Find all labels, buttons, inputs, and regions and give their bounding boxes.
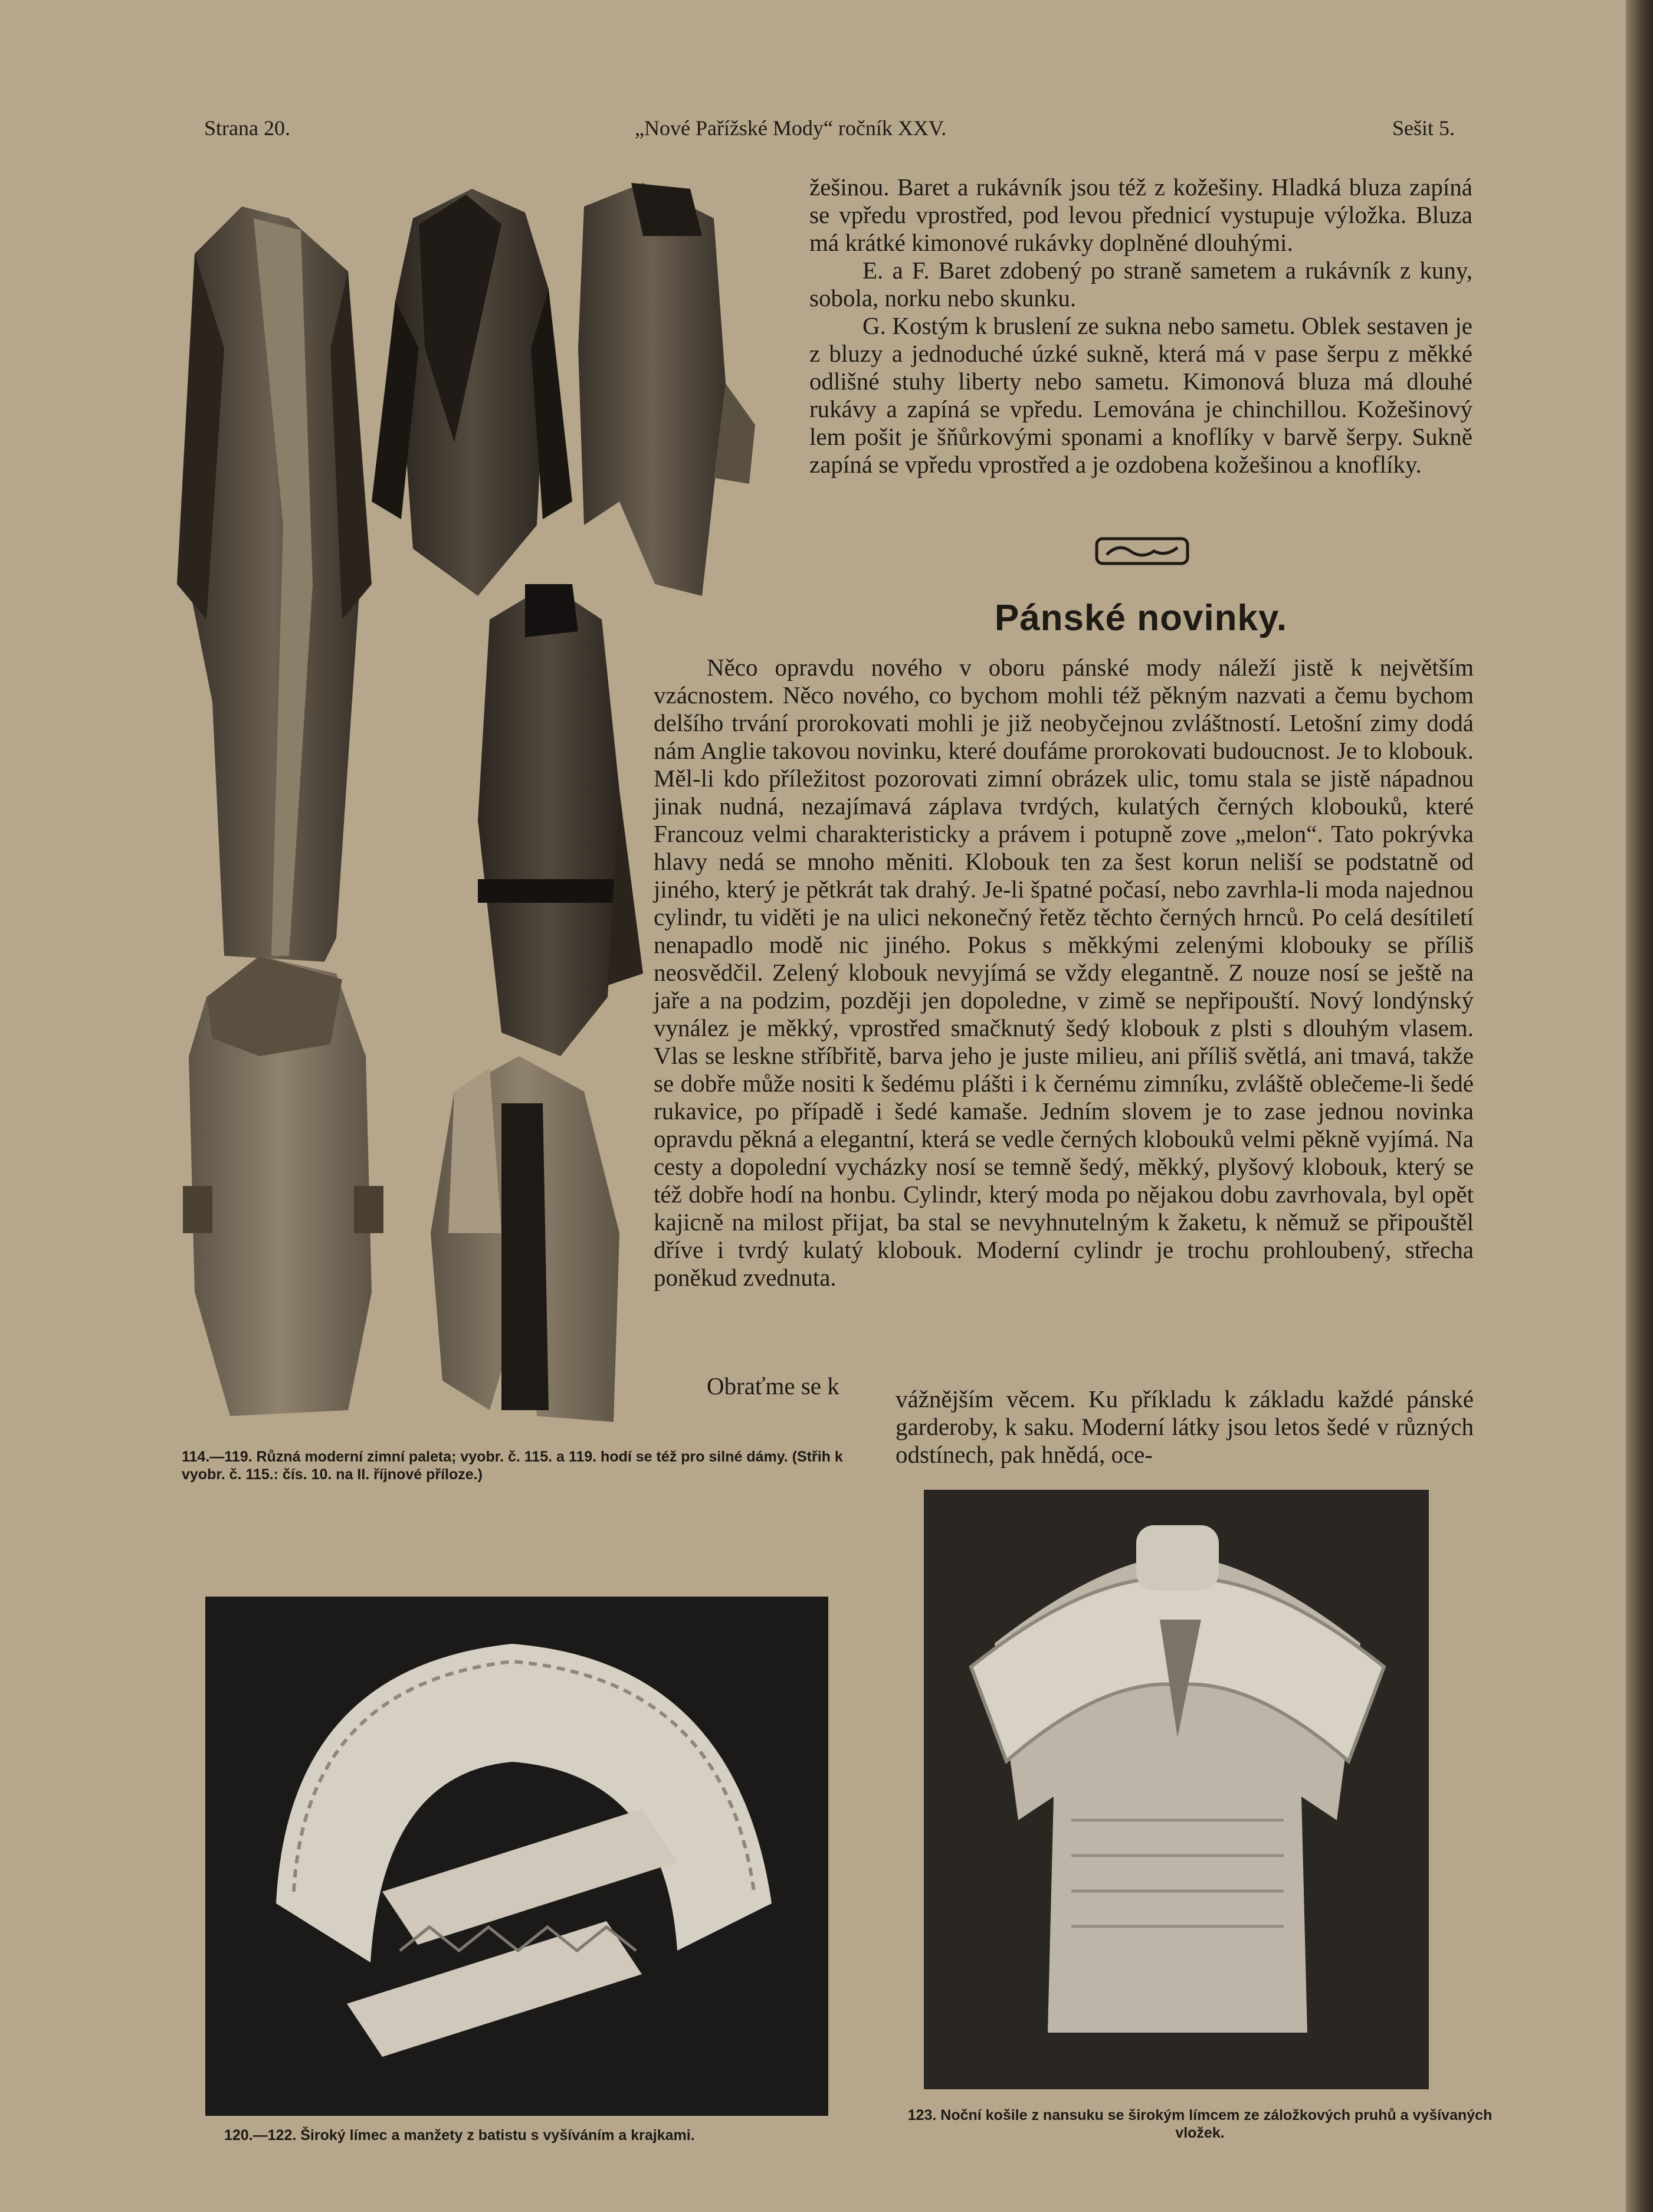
coat-figure-114	[177, 207, 372, 962]
collar-photo	[205, 1597, 828, 2116]
article-tail	[896, 1385, 1474, 1469]
description-paragraph: žešinou. Baret a rukávník jsou též z kožešiny. Hladká bluza zapíná se vpředu vprostřed, pod levou přednicí vystupuje výložka. Bluza má krátké kimonové rukávky doplněné dlouhými.	[809, 173, 1472, 256]
description-paragraph: E. a F. Baret zdobený po straně sametem a rukávník z kuny, sobola, norku nebo skunku.	[809, 257, 1472, 312]
continued-description	[809, 173, 1472, 479]
caption-nightgown: 123. Noční košile z nansuku se širokým límcem ze záložkových pruhů a vyšívaných vložek.	[907, 2107, 1493, 2141]
coat-figure-116	[578, 183, 755, 596]
article-body	[654, 654, 1474, 1292]
caption-coats: 114.—119. Různá moderní zimní paleta; vyobr. č. 115. a 119. hodí se též pro silné dámy. (Střih k vyobr. č. 115.: čís. 10. na II. říjnové příloze.)	[182, 1449, 843, 1483]
coat-figure-117	[478, 584, 643, 1056]
article-tail-lead: Obraťme se k	[707, 1372, 839, 1400]
section-ornament-icon	[1095, 537, 1189, 565]
article-paragraph: Něco opravdu nového v oboru pánské mody náleží jistě k největším vzácnostem. Něco nového, co bychom mohli též pěkným nazvati a čemu bychom delšího trvání prorokovati mohli je již neobyčejnou zvláštností. Letošní zimy dodá nám Anglie takovou novinku, které doufáme prorokovati budoucnost. Je to klobouk. Měl-li kdo příležitost pozorovati zimní obrázek ulic, tomu stala se jistě nápadnou jinak nudná, nezajímavá záplava tvrdých, kulatých černých klobouků, které Francouz velmi charakteristicky a právem i potupně zove „melon“. Tato pokrývka hlavy nedá se mnoho měniti. Klobouk ten za šest korun neliší se podstatně od jiného, který je pětkrát tak drahý. Je-li špatné počasí, nebo zavrhla-li moda najednou cylindr, tu viděti je na ulici nekonečný řetěz těchto černých hrnců. Po celá desítiletí nenapadlo modě nic jiného. Pokus s měkkými zelenými klobouky se příliš neosvědčil. Zelený klobouk nevyjímá se vždy elegantně. Z nouze nosí se ještě na jaře a na podzim, později jen dopoledne, v zimě se nepřipouští. Nový londýnský vynález je měkký, vprostřed smačknutý šedý klobouk z plsti s dlouhým vlasem. Vlas se leskne stříbřitě, barva jeho je juste milieu, ani příliš světlá, ani tmavá, takže se dobře může nositi k šedému plášti i k černému zimníku, zvláště oblečeme-li šedé rukavice, po případě i šedé kamaše. Jedním slovem je to zase jednou novinka opravdu pěkná a elegantní, která se vedle černých klobouků velmi pěkně vyjímá. Na cesty a dopolední vycházky nosí se temně šedý, měkký, plyšový klobouk, který se též dobře hodí na honbu. Cylindr, který moda po nějakou dobu zavrhovala, byl opět kajicně na milost přijat, ba stal se nevyhnutelným k žaketu, k němuž se připouštěl dříve i tvrdý kulatý klobouk. Moderní cylindr je trochu prohloubený, střecha poněkud zvednuta.	[654, 654, 1474, 1291]
issue-number: Sešit 5.	[1392, 116, 1455, 140]
article-paragraph-continued: vážnějším věcem. Ku příkladu k základu každé pánské garderoby, k saku. Moderní látky jsou letos šedé v různých odstínech, pak hnědá, oce-	[896, 1385, 1474, 1468]
caption-collar: 120.—122. Široký límec a manžety z batistu s vyšíváním a krajkami.	[224, 2127, 695, 2144]
article-title: Pánské novinky.	[994, 598, 1288, 638]
coat-figure-119	[431, 1056, 619, 1422]
coat-figure-118	[183, 956, 383, 1416]
magazine-title: „Nové Pařížské Mody“ ročník XXV.	[635, 116, 947, 140]
page-header	[204, 116, 1455, 151]
page-number: Strana 20.	[204, 116, 290, 140]
page-edge	[1626, 0, 1653, 2212]
coat-figure-115	[372, 189, 572, 596]
nightgown-photo	[924, 1490, 1429, 2089]
description-paragraph: G. Kostým k bruslení ze sukna nebo sametu. Oblek sestaven je z bluzy a jednoduché úzké sukně, která má v pase šerpu z měkké odlišné stuhy liberty nebo sametu. Kimonová bluza má dlouhé rukávy a zapíná se vpředu. Lemována je chinchillou. Kožešinový lem pošit je šňůrkovými sponami a knoflíky v barvě šerpy. Sukně zapíná se vpředu vprostřed a je ozdobena kožešinou a knoflíky.	[809, 312, 1472, 478]
